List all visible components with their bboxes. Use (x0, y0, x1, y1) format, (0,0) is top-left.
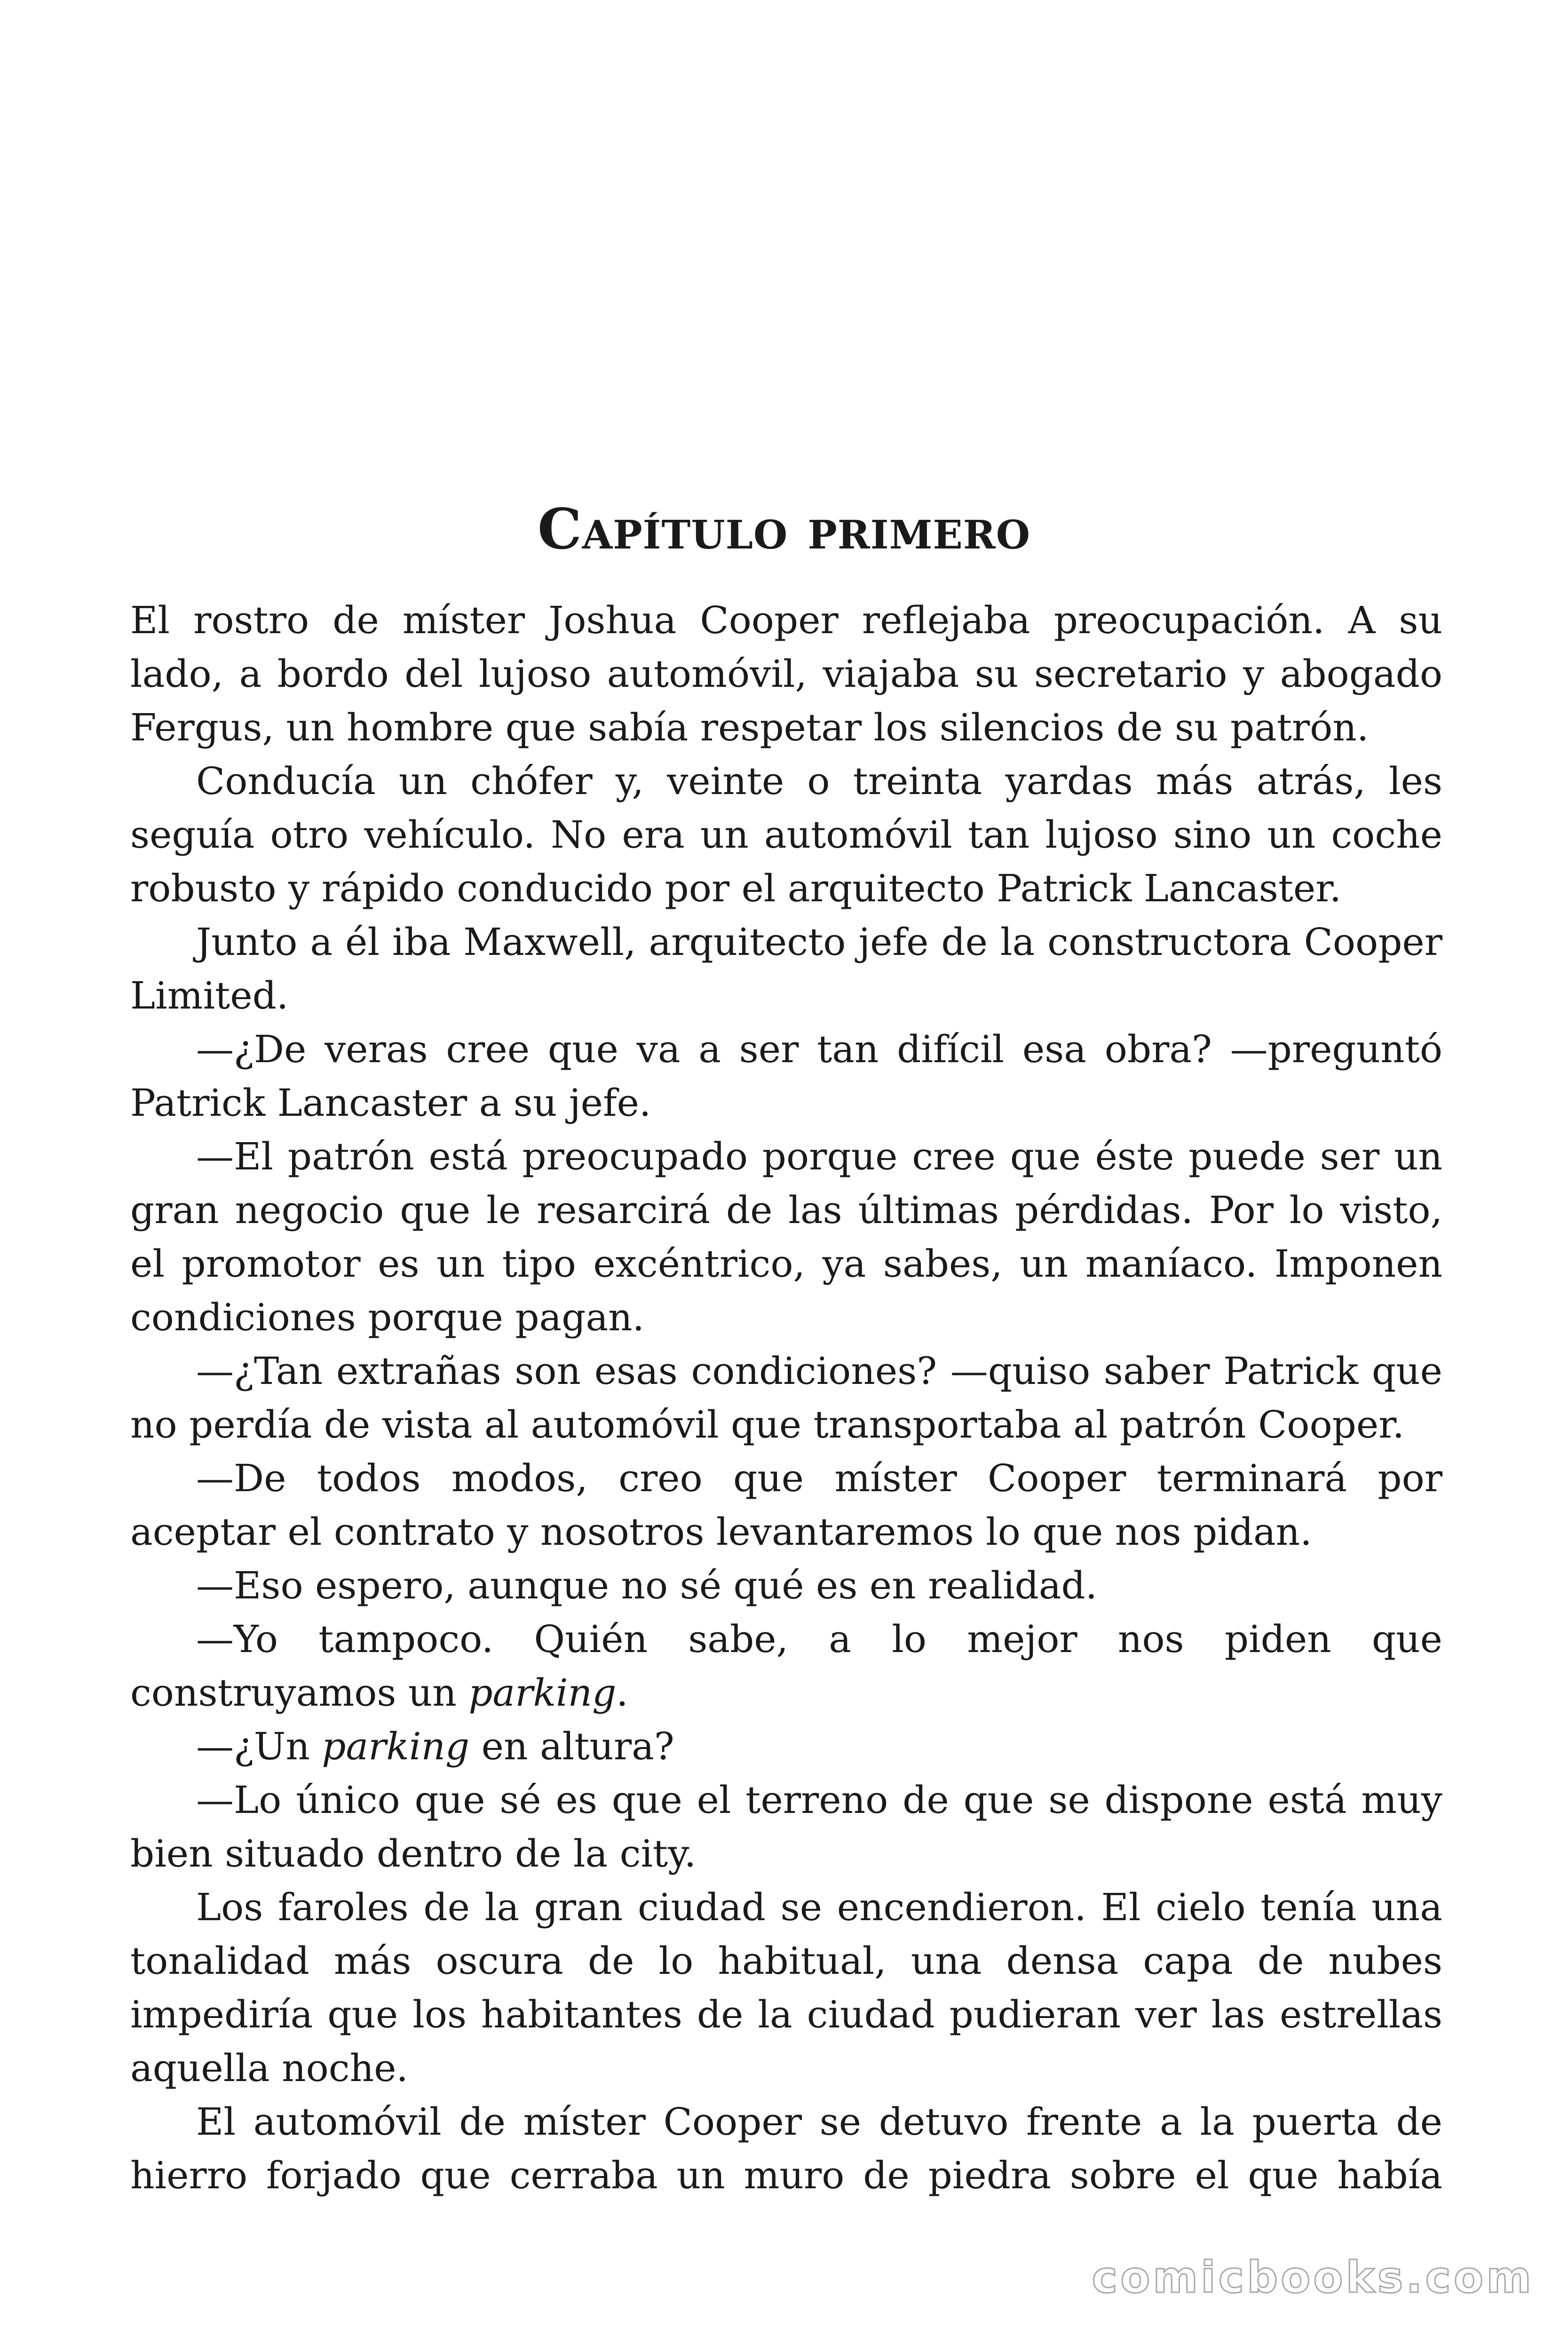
paragraph-6: —¿Tan extrañas son esas condiciones? —quiso saber Patrick que no perdía de vista al automóvil que transportaba al patrón Cooper. (130, 1349, 1442, 1446)
chapter-body (130, 594, 1442, 2202)
paragraph-9 (130, 1613, 1442, 1720)
chapter-title: Capítulo primero (537, 496, 1031, 562)
paragraph-8: —Eso espero, aunque no sé qué es en realidad. (196, 1564, 1098, 1607)
paragraph-9-text: —Yo tampoco. Quién sabe, a lo mejor nos piden que construyamos un (130, 1617, 1442, 1715)
paragraph-13: El automóvil de míster Cooper se detuvo frente a la puerta de hierro forjado que cerraba un muro de piedra sobre el que había (130, 2100, 1442, 2197)
paragraph-10 (130, 1720, 1442, 1773)
paragraph-1: El rostro de míster Joshua Cooper reflejaba preocupación. A su lado, a bordo del lujoso automóvil, viajaba su secretario y abogado Fergus, un hombre que sabía respetar los silencios de su patrón. (130, 598, 1442, 749)
paragraph-2: Conducía un chófer y, veinte o treinta yardas más atrás, les seguía otro vehículo. No era un automóvil tan lujoso sino un coche robusto y rápido conducido por el arquitecto Patrick Lancaster. (130, 759, 1442, 910)
paragraph-10-text: —¿Un (196, 1724, 322, 1768)
paragraph-11: —Lo único que sé es que el terreno de que se dispone está muy bien situado dentro de la city. (130, 1778, 1442, 1875)
watermark: comicbooks.com (1092, 2252, 1534, 2303)
paragraph-5: —El patrón está preocupado porque cree que éste puede ser un gran negocio que le resarcirá de las últimas pérdidas. Por lo visto, el promotor es un tipo excéntrico, ya sabes, un maníaco. Imponen condiciones porque pagan. (130, 1135, 1442, 1339)
paragraph-9-italic: parking (468, 1671, 617, 1715)
paragraph-10-end: en altura? (469, 1724, 674, 1768)
paragraph-4: —¿De veras cree que va a ser tan difícil esa obra? —preguntó Patrick Lancaster a su jefe. (130, 1027, 1442, 1125)
paragraph-3: Junto a él iba Maxwell, arquitecto jefe de la constructora Cooper Limited. (130, 920, 1442, 1017)
paragraph-7: —De todos modos, creo que míster Cooper terminará por aceptar el contrato y nosotros levantaremos lo que nos pidan. (130, 1456, 1442, 1554)
paragraph-9-end: . (616, 1671, 628, 1715)
paragraph-12: Los faroles de la gran ciudad se encendieron. El cielo tenía una tonalidad más oscura de lo habitual, una densa capa de nubes impediría que los habitantes de la ciudad pudieran ver las estrellas aquella noche. (130, 1885, 1442, 2090)
paragraph-10-italic: parking (322, 1724, 470, 1768)
